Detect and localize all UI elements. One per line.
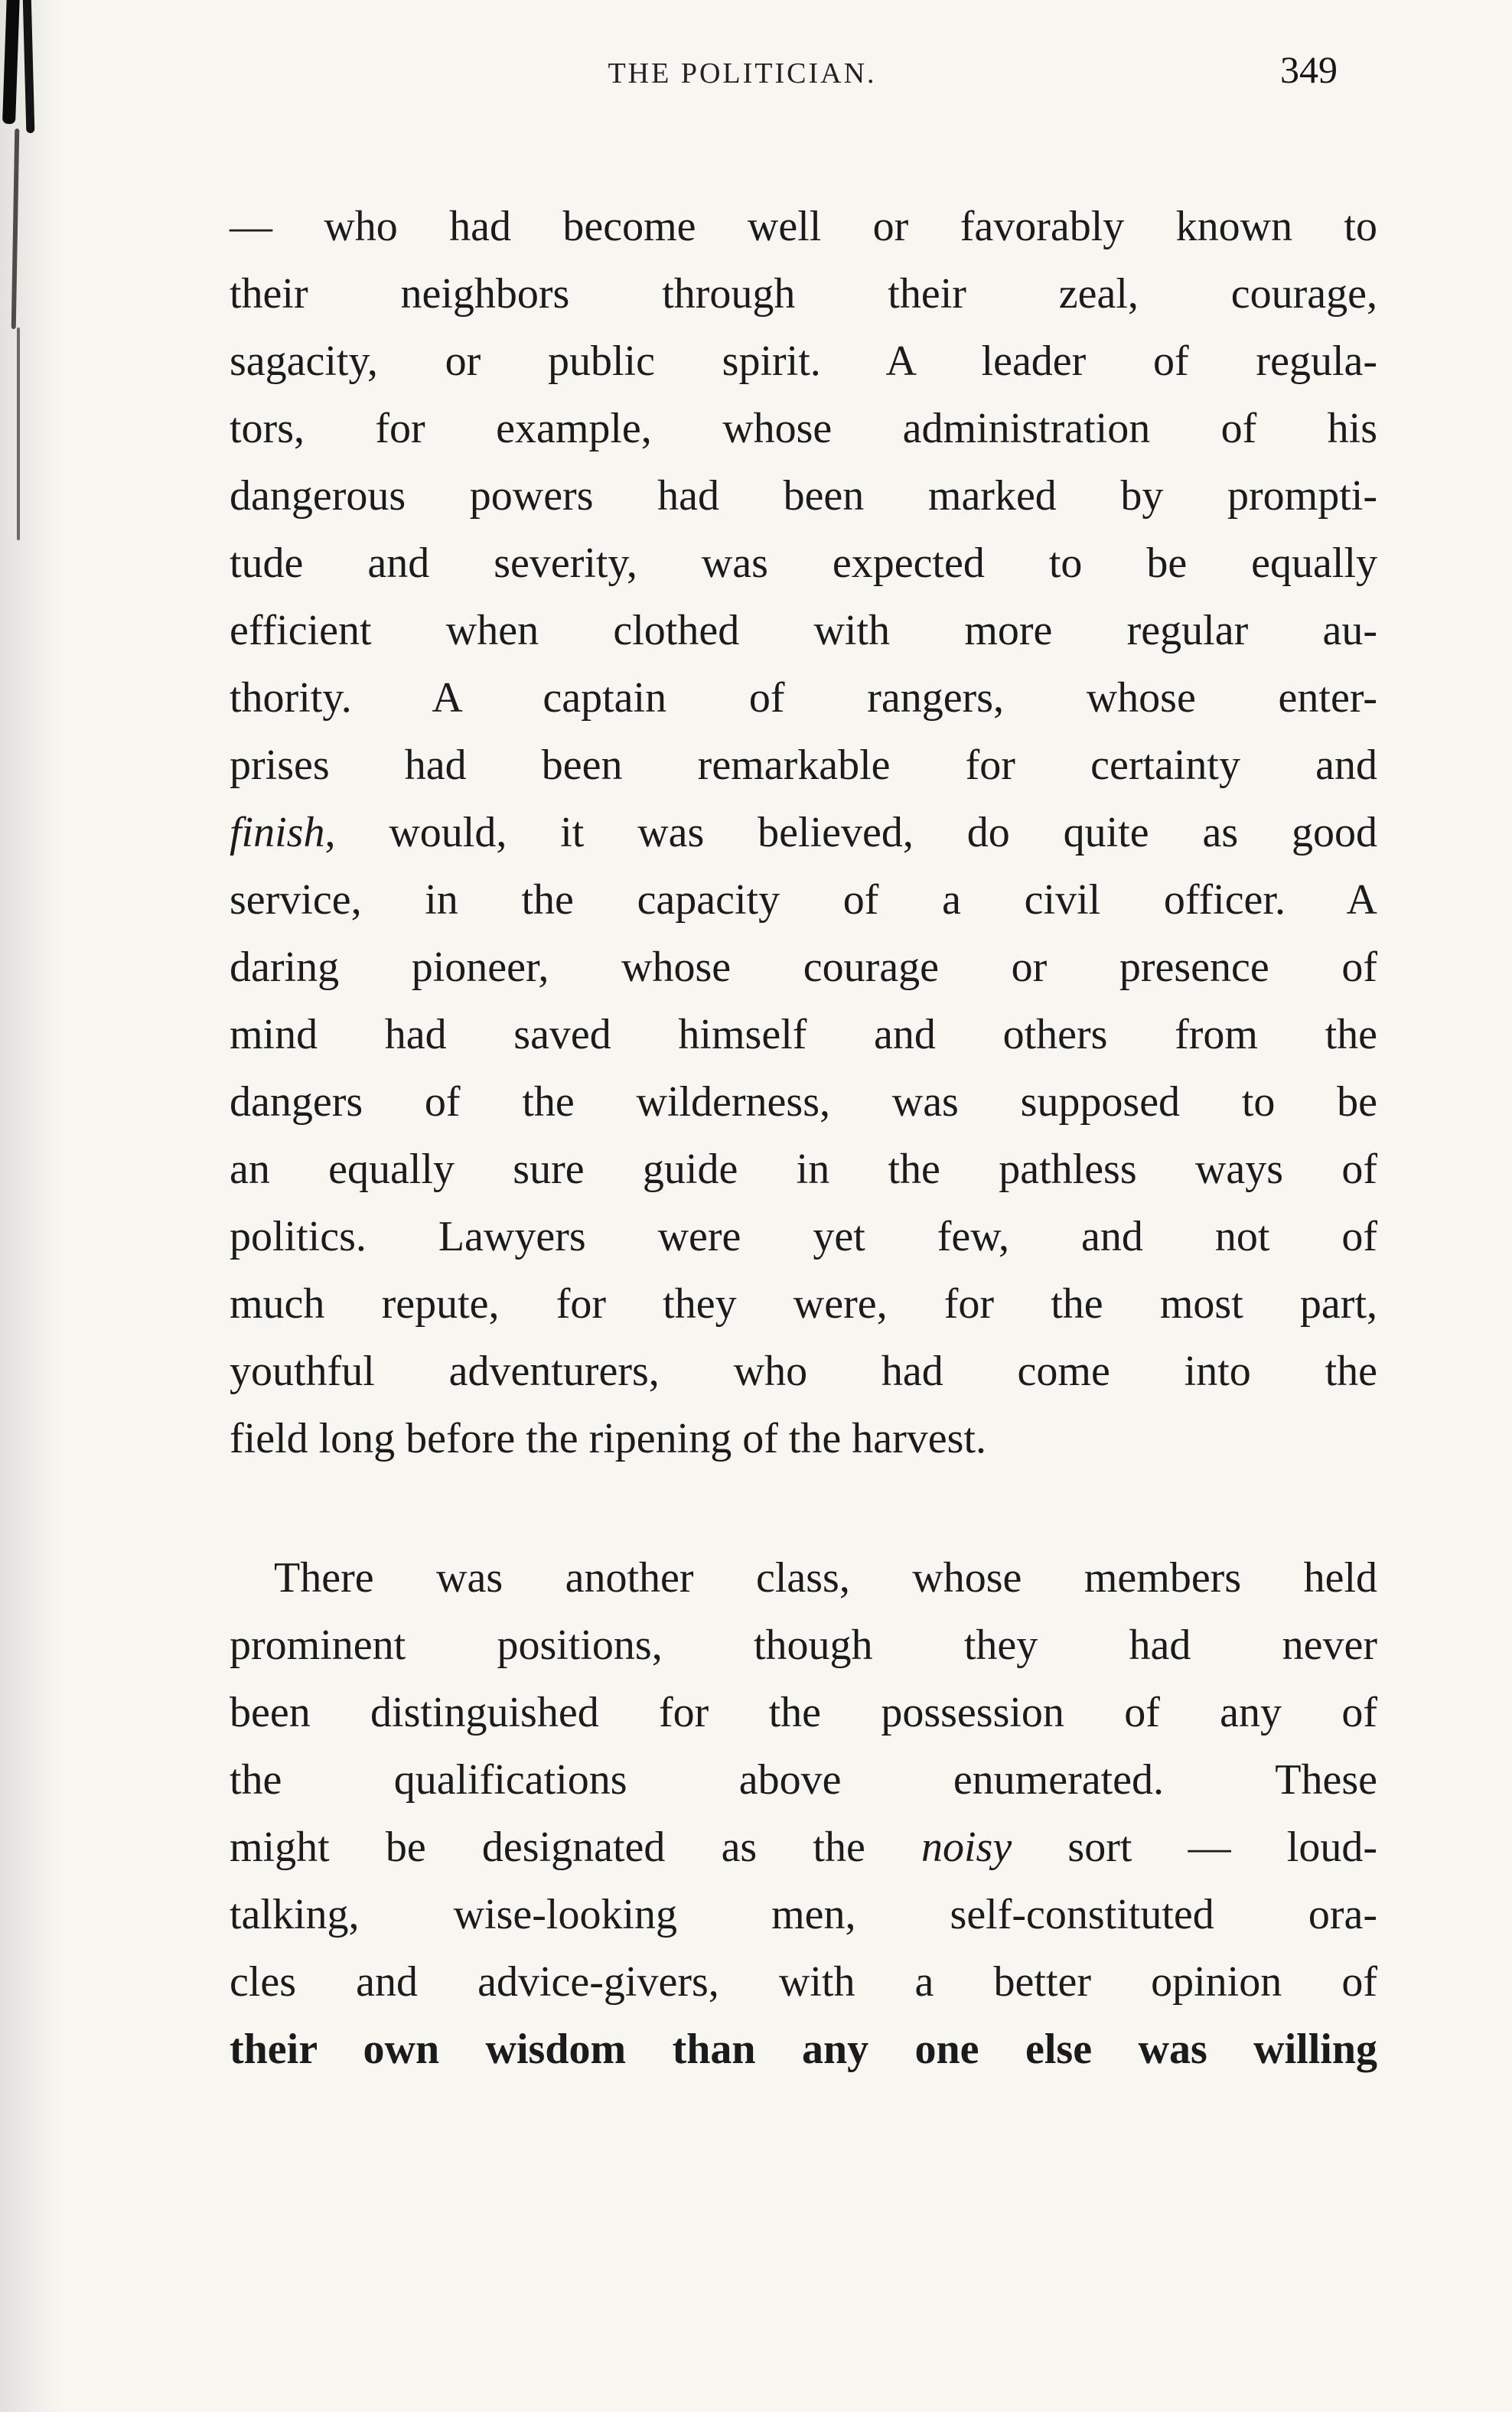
text-segment: prises had been remarkable for certainty and — [230, 742, 1377, 789]
text-segment: the qualifications above enumerated. These — [230, 1756, 1377, 1804]
text-segment: dangers of the wilderness, was supposed to be — [230, 1078, 1377, 1126]
text-line — [230, 2016, 1377, 2083]
text-segment: talking, wise-looking men, self-constituted ora- — [230, 1891, 1377, 1938]
text-segment: sagacity, or public spirit. A leader of regula- — [230, 337, 1377, 385]
text-segment: sort — loud- — [1012, 1824, 1377, 1871]
text-segment: daring pioneer, whose courage or presence of — [230, 944, 1377, 991]
text-line — [230, 1001, 1377, 1068]
italic-word: finish — [230, 809, 325, 856]
text-block — [230, 193, 1377, 2083]
text-segment: youthful adventurers, who had come into the — [230, 1348, 1377, 1395]
text-segment: mind had saved himself and others from the — [230, 1011, 1377, 1058]
text-segment: their neighbors through their zeal, courage, — [230, 270, 1377, 318]
text-segment: cles and advice-givers, with a better opinion of — [230, 1958, 1377, 2006]
text-segment: prominent positions, though they had never — [230, 1622, 1377, 1669]
text-line — [230, 799, 1377, 866]
text-line — [230, 193, 1377, 260]
text-segment: an equally sure guide in the pathless ways of — [230, 1146, 1377, 1193]
text-line — [230, 866, 1377, 934]
page-number: 349 — [1280, 48, 1338, 91]
text-line — [230, 1814, 1377, 1881]
text-line — [230, 1612, 1377, 1679]
text-segment: might be designated as the — [230, 1824, 921, 1871]
text-line — [230, 462, 1377, 530]
text-line — [230, 732, 1377, 799]
text-segment: dangerous powers had been marked by prompti- — [230, 472, 1377, 520]
text-segment: thority. A captain of rangers, whose enter- — [230, 674, 1377, 722]
text-line — [230, 1948, 1377, 2016]
text-segment: efficient when clothed with more regular au- — [230, 607, 1377, 654]
text-segment: — who had become well or favorably known to — [230, 203, 1377, 250]
paragraph-2 — [230, 1544, 1377, 2083]
text-segment: field long before the ripening of the harvest. — [230, 1415, 986, 1462]
scan-artifact — [17, 328, 20, 540]
text-line — [230, 1881, 1377, 1948]
running-title: THE POLITICIAN. — [608, 57, 877, 90]
text-line — [230, 1203, 1377, 1270]
text-line — [230, 530, 1377, 597]
paragraph-1 — [230, 193, 1377, 1472]
text-line — [230, 1270, 1377, 1338]
text-line — [230, 1338, 1377, 1405]
text-segment: their own wisdom than any one else was willing — [230, 2026, 1377, 2073]
text-segment: tude and severity, was expected to be equally — [230, 539, 1377, 587]
scan-artifact — [2, 0, 20, 124]
text-segment: There was another class, whose members held — [274, 1554, 1377, 1602]
text-segment: tors, for example, whose administration of his — [230, 405, 1377, 452]
text-line — [230, 597, 1377, 664]
italic-word: noisy — [921, 1824, 1012, 1871]
text-line — [230, 1746, 1377, 1814]
text-line — [230, 260, 1377, 328]
text-line — [230, 1544, 1377, 1612]
text-line — [230, 395, 1377, 462]
text-line — [230, 934, 1377, 1001]
scan-artifact — [23, 0, 35, 133]
text-segment: been distinguished for the possession of any of — [230, 1689, 1377, 1736]
text-segment: , would, it was believed, do quite as good — [324, 809, 1377, 856]
page-header — [230, 48, 1377, 110]
scan-artifact — [11, 129, 20, 329]
text-line — [230, 1405, 1377, 1472]
text-line — [230, 664, 1377, 732]
text-line — [230, 328, 1377, 395]
text-segment: politics. Lawyers were yet few, and not of — [230, 1213, 1377, 1260]
text-line — [230, 1136, 1377, 1203]
text-segment: much repute, for they were, for the most part, — [230, 1280, 1377, 1328]
text-line — [230, 1068, 1377, 1136]
text-line — [230, 1679, 1377, 1746]
text-segment: service, in the capacity of a civil officer. A — [230, 876, 1377, 924]
